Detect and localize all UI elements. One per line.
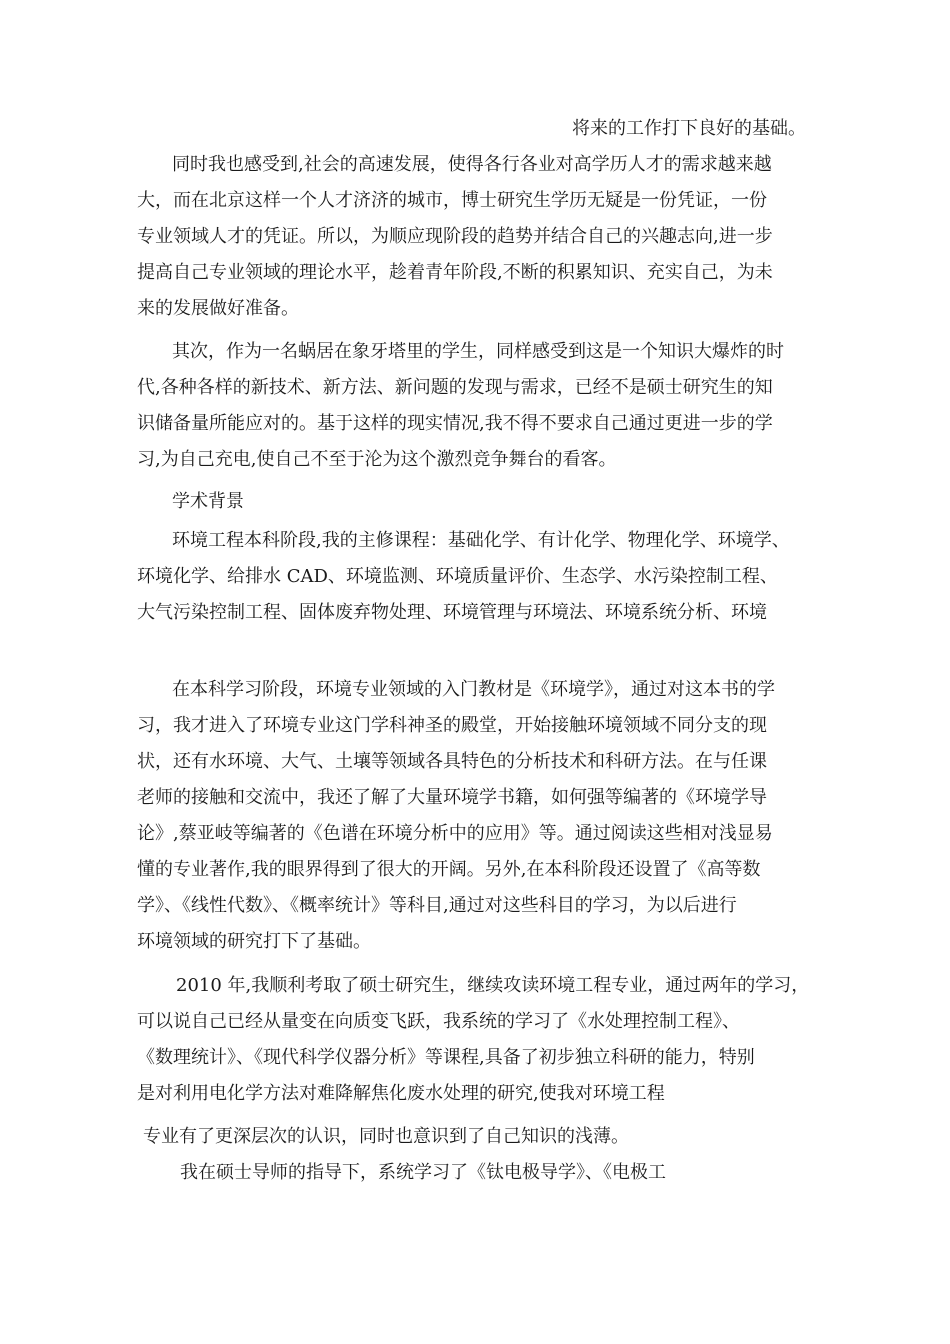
text-line: 识储备量所能应对的。基于这样的现实情况,我不得不要求自己通过更进一步的学 — [137, 413, 773, 434]
text-line: 论》,蔡亚岐等编著的《色谱在环境分析中的应用》等。通过阅读这些相对浅显易 — [137, 823, 773, 844]
text-line: 提高自己专业领域的理论水平，趁着青年阶段,不断的积累知识、充实自己，为未 — [137, 262, 773, 283]
text-line: 我在硕士导师的指导下，系统学习了《钛电极导学》、《电极工 — [180, 1162, 666, 1183]
text-line: 环境化学、给排水 CAD、环境监测、环境质量评价、生态学、水污染控制工程、 — [137, 566, 778, 587]
text-line: 将来的工作打下良好的基础。 — [572, 118, 806, 139]
text-line: 其次，作为一名蜗居在象牙塔里的学生，同样感受到这是一个知识大爆炸的时 — [172, 341, 784, 362]
text-line: 习，我才进入了环境专业这门学科神圣的殿堂，开始接触环境领域不同分支的现 — [137, 715, 767, 736]
text-line: 懂的专业著作,我的眼界得到了很大的开阔。另外,在本科阶段还设置了《高等数 — [137, 859, 761, 880]
text-line: 同时我也感受到,社会的高速发展，使得各行各业对高学历人才的需求越来越 — [172, 154, 772, 175]
section-heading: 学术背景 — [172, 491, 244, 512]
text-line: 环境领域的研究打下了基础。 — [137, 931, 371, 952]
text-line: 习,为自己充电,使自己不至于沦为这个激烈竞争舞台的看客。 — [137, 449, 617, 470]
text-line: 2010 年,我顺利考取了硕士研究生，继续攻读环境工程专业，通过两年的学习， — [176, 975, 810, 996]
text-line: 是对利用电化学方法对难降解焦化废水处理的研究,使我对环境工程 — [137, 1083, 665, 1104]
text-line: 可以说自己已经从量变在向质变飞跃，我系统的学习了《水处理控制工程》、 — [137, 1011, 740, 1032]
text-line: 状，还有水环境、大气、土壤等领域各具特色的分析技术和科研方法。在与任课 — [137, 751, 767, 772]
text-line: 专业有了更深层次的认识，同时也意识到了自己知识的浅薄。 — [143, 1126, 629, 1147]
text-line: 来的发展做好准备。 — [137, 298, 299, 319]
text-line: 大气污染控制工程、固体废弃物处理、环境管理与环境法、环境系统分析、环境 — [137, 602, 767, 623]
text-line: 环境工程本科阶段,我的主修课程：基础化学、有计化学、物理化学、环境学、 — [172, 530, 790, 551]
text-line: 专业领域人才的凭证。所以，为顺应现阶段的趋势并结合自己的兴趣志向,进一步 — [137, 226, 773, 247]
text-line: 在本科学习阶段，环境专业领域的入门教材是《环境学》，通过对这本书的学 — [172, 679, 775, 700]
text-line: 代,各种各样的新技术、新方法、新问题的发现与需求，已经不是硕士研究生的知 — [137, 377, 773, 398]
text-line: 学》、《线性代数》、《概率统计》等科目,通过对这些科目的学习，为以后进行 — [137, 895, 737, 916]
text-line: 《数理统计》、《现代科学仪器分析》等课程,具备了初步独立科研的能力，特别 — [137, 1047, 755, 1068]
text-line: 大，而在北京这样一个人才济济的城市，博士研究生学历无疑是一份凭证，一份 — [137, 190, 767, 211]
text-line: 老师的接触和交流中，我还了解了大量环境学书籍，如何强等编著的《环境学导 — [137, 787, 767, 808]
